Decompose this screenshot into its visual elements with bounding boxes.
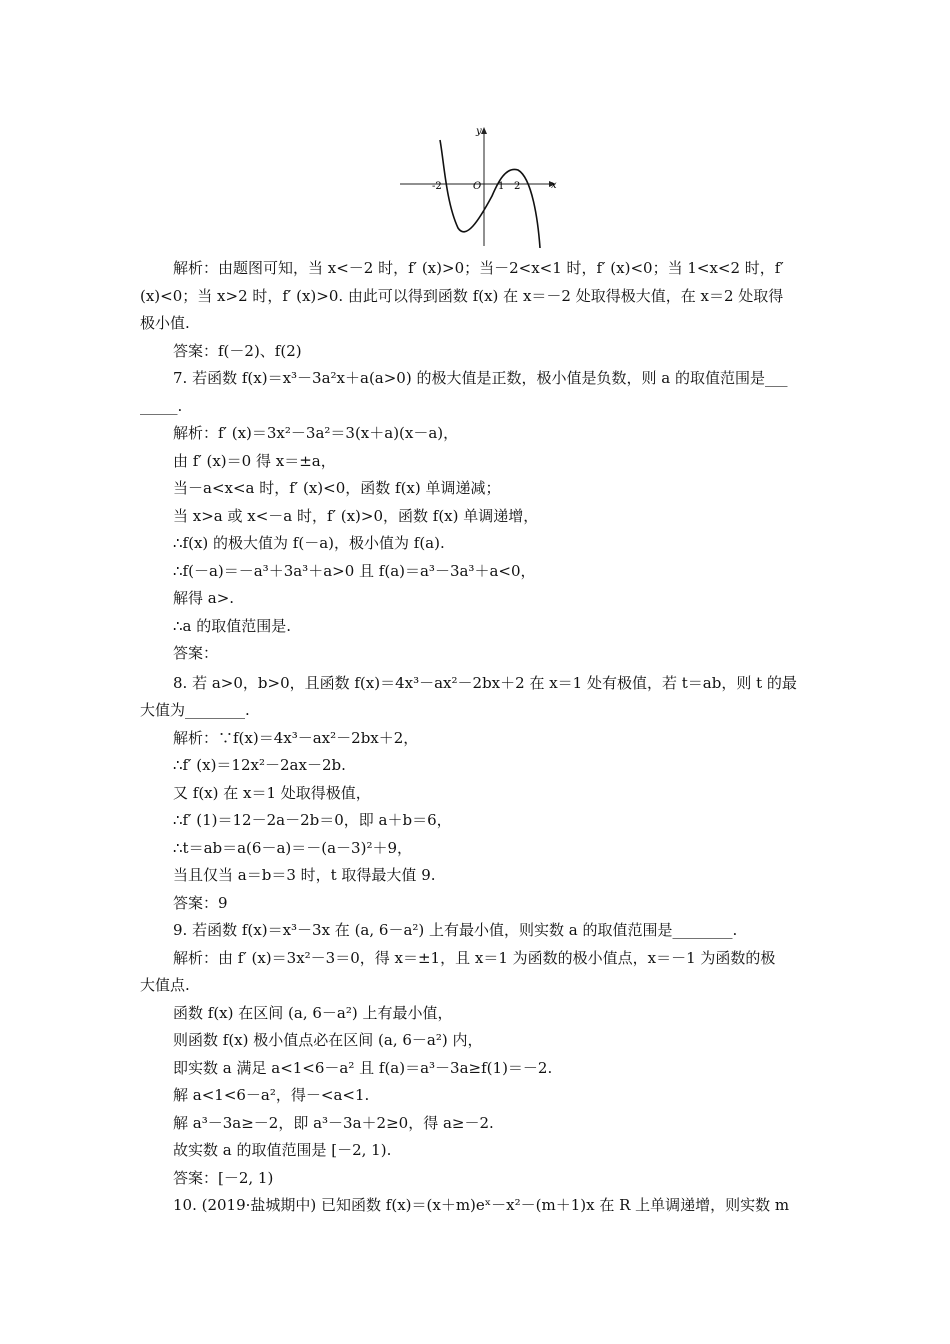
- text-line: ∴f′ (x)＝12x²－2ax－2b.: [173, 756, 346, 774]
- text-line: 当 x>a 或 x<－a 时，f′ (x)>0，函数 f(x) 单调递增，: [173, 506, 539, 525]
- text-line: 函数 f(x) 在区间 (a, 6－a²) 上有最小值，: [173, 1003, 453, 1022]
- y-axis-arrow: [481, 127, 487, 134]
- text-line: ∴t＝ab＝a(6－a)＝－(a－3)²＋9，: [173, 838, 412, 857]
- text-line: 解析：由题图可知，当 x<－2 时，f′ (x)>0；当－2<x<1 时，f′ (x)<0；当 1<x<2 时，f′: [173, 259, 784, 277]
- y-axis-label: y: [476, 126, 482, 137]
- text-line: 当－a<x<a 时，f′ (x)<0，函数 f(x) 单调递减；: [173, 479, 501, 497]
- tick-label-1: 1: [498, 181, 505, 192]
- answer-line: 答案：: [173, 644, 219, 662]
- derivative-curve: [440, 140, 540, 248]
- answer-line: 答案：9: [173, 893, 228, 912]
- text-line: (x)<0；当 x>2 时，f′ (x)>0. 由此可以得到函数 f(x) 在 x＝－2 处取得极大值，在 x＝2 处取得: [140, 286, 784, 305]
- derivative-graph: [400, 122, 570, 250]
- text-line: 当且仅当 a＝b＝3 时，t 取得最大值 9.: [173, 866, 436, 884]
- text-line: 解得 a>.: [173, 589, 235, 607]
- question-9: 9. 若函数 f(x)＝x³－3x 在 (a, 6－a²) 上有最小值，则实数 a 的取值范围是________.: [173, 921, 738, 939]
- text-line: 大值点.: [140, 976, 190, 994]
- text-line: ∴a 的取值范围是.: [173, 616, 292, 635]
- tick-label-neg2: -2: [432, 181, 442, 192]
- text-line: 故实数 a 的取值范围是 [－2, 1).: [173, 1141, 392, 1159]
- text-line: 大值为________.: [140, 701, 250, 719]
- text-line: ∴f(x) 的极大值为 f(－a)，极小值为 f(a).: [173, 534, 445, 552]
- text-line: ∴f(－a)＝－a³＋3a³＋a>0 且 f(a)＝a³－3a³＋a<0，: [173, 561, 536, 580]
- tick-label-2: 2: [514, 181, 521, 192]
- text-line: 解 a³－3a≥－2，即 a³－3a＋2≥0，得 a≥－2.: [173, 1113, 494, 1132]
- answer-line: 答案：f(－2)、f(2): [173, 341, 302, 360]
- text-line: ∴f′ (1)＝12－2a－2b＝0，即 a＋b＝6，: [173, 811, 452, 829]
- text-line: 解 a<1<6－a²，得－<a<1.: [173, 1086, 370, 1104]
- answer-line: 答案：[－2, 1): [173, 1168, 274, 1187]
- origin-label: O: [473, 181, 482, 192]
- question-8: 8. 若 a>0，b>0，且函数 f(x)＝4x³－ax²－2bx＋2 在 x＝1 处有极值，若 t＝ab，则 t 的最: [173, 673, 797, 692]
- solution-text: [140, 255, 820, 1220]
- question-10: 10. (2019·盐城期中) 已知函数 f(x)＝(x＋m)eˣ－x²－(m＋1)x 在 R 上单调递增，则实数 m: [173, 1196, 790, 1214]
- text-line: 极小值.: [140, 314, 190, 332]
- text-line: 解析：由 f′ (x)＝3x²－3＝0，得 x＝±1，且 x＝1 为函数的极小值点，x＝－1 为函数的极: [173, 948, 776, 967]
- text-line: 解析：f′ (x)＝3x²－3a²＝3(x＋a)(x－a)，: [173, 424, 459, 442]
- x-axis-label: x: [551, 180, 557, 191]
- text-line: 则函数 f(x) 极小值点必在区间 (a, 6－a²) 内，: [173, 1031, 483, 1049]
- text-line: 即实数 a 满足 a<1<6－a² 且 f(a)＝a³－3a≥f(1)＝－2.: [173, 1058, 553, 1077]
- text-line: 解析：∵f(x)＝4x³－ax²－2bx＋2，: [173, 728, 419, 747]
- text-line: 由 f′ (x)＝0 得 x＝±a，: [173, 451, 336, 470]
- text-line: 又 f(x) 在 x＝1 处取得极值，: [173, 783, 371, 802]
- question-7: 7. 若函数 f(x)＝x³－3a²x＋a(a>0) 的极大值是正数，极小值是负数，则 a 的取值范围是___: [173, 369, 788, 387]
- text-line: _____.: [140, 396, 183, 415]
